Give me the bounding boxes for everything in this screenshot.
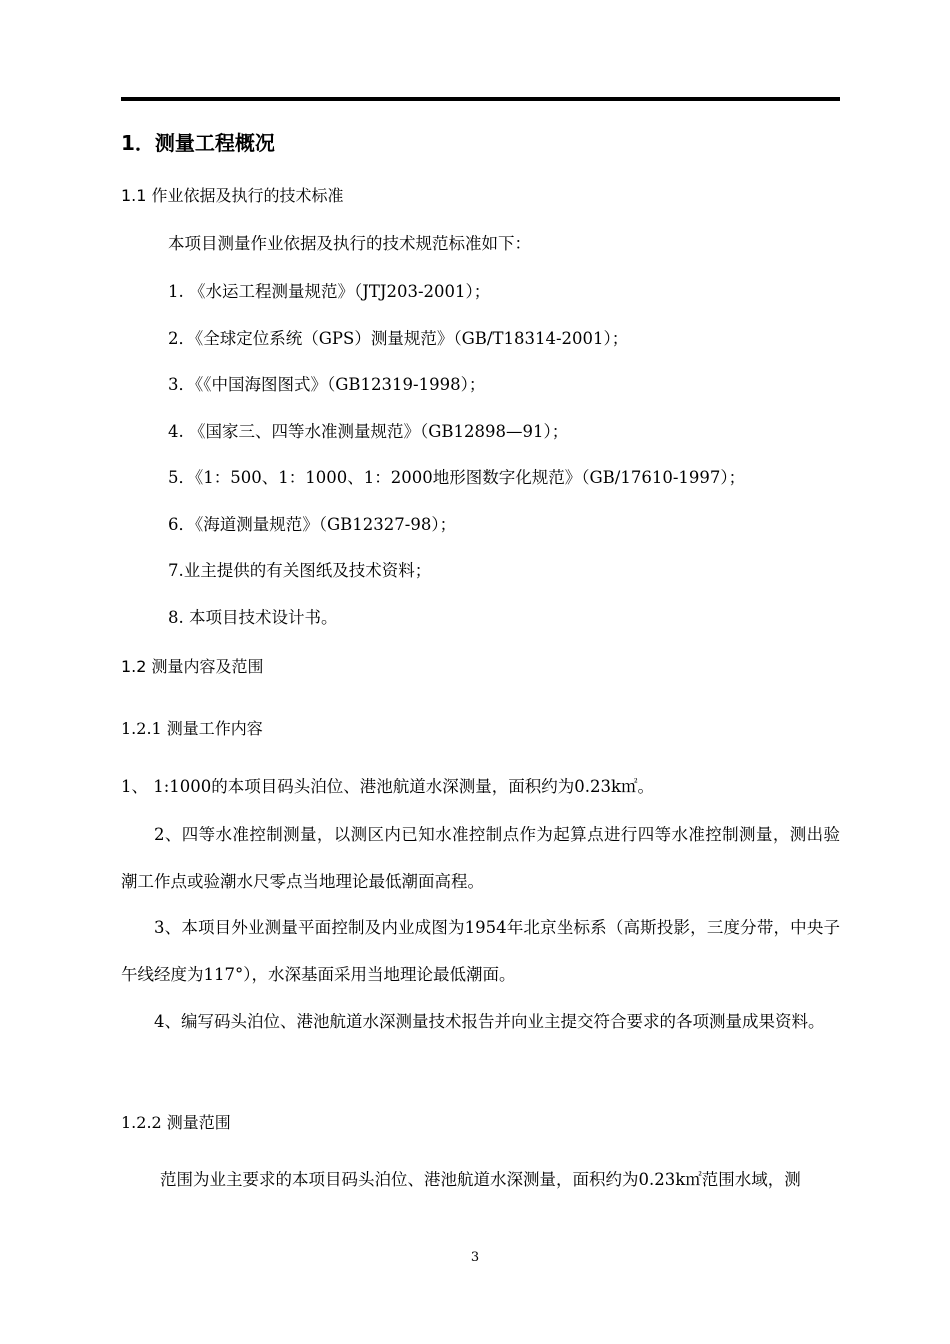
work-item-3: 3、本项目外业测量平面控制及内业成图为1954年北京坐标系（高斯投影，三度分带，中央子午线经度为117°），水深基面采用当地理论最低潮面。 — [121, 918, 840, 984]
survey-range-text: 范围为业主要求的本项目码头泊位、港池航道水深测量，面积约为0.23k㎡范围水域，测 — [160, 1170, 801, 1189]
heading-measurement-overview: 1．测量工程概况 — [121, 131, 275, 155]
work-item-2: 2、四等水准控制测量，以测区内已知水准控制点作为起算点进行四等水准控制测量，测出验潮工作点或验潮水尺零点当地理论最低潮面高程。 — [121, 825, 840, 891]
heading-1-1: 1.1 作业依据及执行的技术标准 — [121, 186, 344, 205]
standard-item: 2．《全球定位系统（GPS）测量规范》（GB/T18314-2001）； — [168, 329, 629, 348]
standard-item: 4. 《国家三、四等水准测量规范》（GB12898—91）； — [168, 422, 569, 441]
standard-item: 1. 《水运工程测量规范》（JTJ203-2001）； — [168, 282, 491, 301]
heading-1-2: 1.2 测量内容及范围 — [121, 657, 264, 676]
standard-item: 7.业主提供的有关图纸及技术资料； — [168, 561, 432, 580]
standards-intro: 本项目测量作业依据及执行的技术规范标准如下： — [168, 234, 531, 253]
standard-item: 3．《《中国海图图式》（GB12319-1998）； — [168, 375, 486, 394]
heading-1-2-2: 1.2.2 测量范围 — [121, 1113, 231, 1132]
standard-item: 8. 本项目技术设计书。 — [168, 608, 338, 627]
work-item-1: 1、 1:1000的本项目码头泊位、港池航道水深测量，面积约为0.23k㎡。 — [121, 777, 655, 796]
heading-1-2-1: 1.2.1 测量工作内容 — [121, 719, 263, 738]
work-item-4: 4、编写码头泊位、港池航道水深测量技术报告并向业主提交符合要求的各项测量成果资料。 — [154, 1012, 825, 1031]
standard-item: 5．《1：500、1：1000、1：2000地形图数字化规范》（GB/17610-1997）； — [168, 468, 746, 487]
header-rule — [121, 97, 840, 101]
standard-item: 6．《海道测量规范》（GB12327-98）； — [168, 515, 457, 534]
page-number: 3 — [470, 1250, 480, 1265]
